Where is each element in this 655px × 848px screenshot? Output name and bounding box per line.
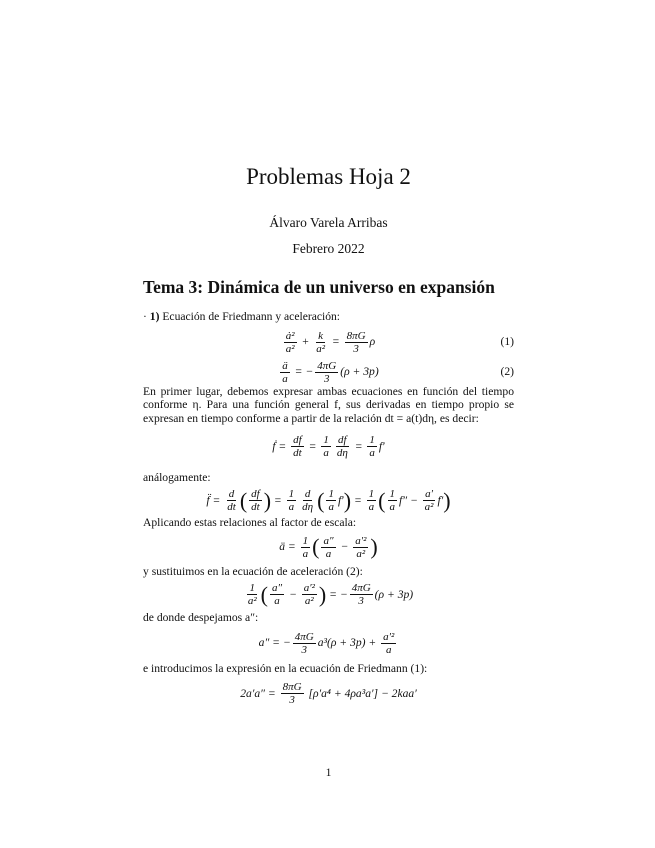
numerator: a″ — [323, 534, 334, 547]
bracket: ) — [370, 534, 378, 560]
item-number: 1) — [149, 310, 160, 323]
author: Álvaro Varela Arribas — [269, 215, 388, 230]
math-term: − — [337, 540, 352, 554]
numerator: 1 — [288, 487, 295, 500]
fraction — [314, 330, 327, 355]
math-term: f′ — [378, 440, 385, 454]
paragraph: Aplicando estas relaciones al factor de escala: — [143, 515, 357, 529]
math-term: f″ − — [399, 493, 421, 507]
math-term: [ρ′a⁴ + 4ρa³a′] − 2kaa′ — [305, 687, 417, 701]
denominator: dη — [336, 447, 348, 460]
numerator: ȧ² — [285, 329, 295, 342]
numerator: 1 — [328, 487, 334, 500]
denominator: 3 — [353, 342, 359, 355]
denominator: a — [369, 447, 375, 460]
numerator: 1 — [389, 487, 395, 500]
fraction — [350, 582, 373, 607]
fraction — [246, 582, 259, 607]
math-term: ä = — [279, 540, 299, 554]
numerator: 1 — [369, 434, 375, 447]
fraction — [225, 488, 238, 513]
document-title: Problemas Hoja 2 — [246, 164, 411, 189]
item-text: Ecuación de Friedmann y aceleración: — [159, 310, 341, 323]
fraction — [300, 488, 315, 513]
denominator: a — [385, 643, 392, 656]
bracket: ) — [263, 487, 272, 513]
denominator: a² — [316, 342, 326, 355]
denominator: dt — [293, 447, 302, 460]
denominator: a² — [247, 595, 257, 608]
numerator: 4πG — [317, 359, 337, 372]
math-term: a³(ρ + 3p) + — [317, 636, 380, 650]
fraction — [345, 330, 368, 355]
fraction — [291, 434, 304, 459]
denominator: a — [389, 500, 395, 513]
denominator: dt — [251, 500, 260, 513]
equation-number: (1) — [500, 335, 514, 349]
numerator: 1 — [368, 487, 375, 500]
paragraph: En primer lugar, debemos expresar ambas ecuaciones en función del tiempo conforme η. Para una función general f, sus derivadas en tiempo propio se expresan en tiempo conforme a partir de la relación dt = a(t)dη, es decir: — [143, 384, 514, 425]
math-term: (ρ + 3p) — [340, 365, 379, 379]
equation-number: (2) — [500, 365, 514, 379]
denominator: a — [282, 372, 288, 385]
fraction — [367, 488, 377, 513]
numerator: 1 — [323, 434, 329, 447]
equation — [143, 681, 514, 706]
math-term: = — [329, 335, 343, 349]
math-term: + — [298, 335, 313, 349]
denominator: a — [274, 595, 280, 608]
bracket: ( — [239, 487, 248, 513]
denominator: 3 — [301, 643, 307, 656]
numerator: 1 — [302, 534, 309, 547]
fraction — [302, 582, 317, 607]
fraction — [388, 488, 398, 513]
numerator: 4πG — [294, 630, 314, 643]
math-term: = — [271, 493, 285, 507]
bracket: ( — [312, 534, 320, 560]
fraction — [281, 681, 304, 706]
fraction — [423, 488, 436, 513]
denominator: 3 — [289, 694, 295, 707]
numerator: 4πG — [351, 582, 371, 595]
fraction — [284, 330, 297, 355]
math-term: 2a′a″ = — [240, 687, 279, 701]
math-term: f′ — [437, 493, 444, 507]
fraction — [326, 488, 336, 513]
numerator: d — [228, 487, 235, 500]
fraction — [321, 535, 335, 560]
numerator: a′ — [425, 487, 434, 500]
denominator: a² — [424, 500, 434, 513]
equation — [143, 631, 514, 656]
math-term: (ρ + 3p) — [374, 587, 414, 601]
math-term: = — [351, 440, 366, 454]
bracket: ) — [343, 487, 352, 513]
numerator: a′² — [383, 630, 395, 643]
denominator: a² — [304, 595, 314, 608]
equation — [143, 488, 514, 513]
fraction — [335, 434, 350, 459]
numerator: ä — [282, 359, 288, 372]
fraction — [270, 582, 284, 607]
equation — [143, 582, 514, 607]
math-term: f̈ = — [206, 493, 224, 507]
denominator: dt — [227, 500, 236, 513]
denominator: 3 — [358, 595, 364, 608]
bracket: ) — [318, 581, 327, 607]
equation — [143, 434, 514, 459]
math-term: ḟ = — [272, 440, 290, 454]
paragraph: análogamente: — [143, 471, 211, 485]
fraction — [280, 360, 290, 385]
equation — [143, 360, 514, 385]
denominator: a — [288, 500, 295, 513]
body — [143, 310, 514, 706]
numerator: d — [304, 487, 311, 500]
denominator: a² — [356, 547, 366, 560]
numerator: 8πG — [346, 329, 366, 342]
math-term: = — [351, 493, 365, 507]
denominator: a — [368, 500, 375, 513]
paragraph: e introducimos la expresión en la ecuación de Friedmann (1): — [143, 661, 428, 675]
math-term: = — [305, 440, 320, 454]
math-term: = − — [291, 365, 314, 379]
math-term: ρ — [369, 335, 376, 349]
denominator: a — [328, 500, 334, 513]
fraction — [381, 631, 396, 656]
denominator: a — [325, 547, 332, 560]
math-term: f′ — [337, 493, 344, 507]
bracket: ( — [378, 487, 386, 513]
fraction — [301, 535, 311, 560]
numerator: a′² — [303, 582, 315, 595]
item-heading — [143, 310, 514, 324]
fraction — [249, 488, 262, 513]
date: Febrero 2022 — [292, 241, 365, 256]
equation — [143, 535, 514, 560]
numerator: df — [338, 434, 347, 447]
numerator: 1 — [249, 582, 255, 595]
paragraph: y sustituimos en la ecuación de aceleración (2): — [143, 564, 363, 578]
equation — [143, 330, 514, 355]
denominator: a — [323, 447, 329, 460]
fraction — [315, 360, 338, 385]
fraction — [367, 434, 377, 459]
fraction — [353, 535, 368, 560]
bracket: ( — [317, 487, 325, 513]
numerator: df — [251, 487, 260, 500]
fraction — [293, 631, 316, 656]
bullet: · — [143, 310, 150, 323]
page-number: 1 — [325, 766, 332, 779]
numerator: k — [318, 329, 324, 342]
denominator: 3 — [323, 372, 330, 385]
paragraph: de donde despejamos a″: — [143, 611, 259, 625]
denominator: a — [302, 547, 309, 560]
fraction — [287, 488, 297, 513]
math-term: − — [286, 587, 300, 601]
numerator: a″ — [271, 582, 283, 595]
fraction — [321, 434, 331, 459]
denominator: dη — [302, 500, 314, 513]
numerator: df — [293, 434, 302, 447]
denominator: a² — [285, 342, 295, 355]
bracket: ( — [260, 581, 268, 607]
math-term: = − — [326, 587, 348, 601]
section-heading: Tema 3: Dinámica de un universo en expansión — [143, 277, 495, 297]
numerator: 8πG — [282, 681, 302, 694]
numerator: a′² — [355, 534, 367, 547]
math-term: a″ = − — [258, 636, 291, 650]
bracket: ) — [443, 487, 451, 513]
